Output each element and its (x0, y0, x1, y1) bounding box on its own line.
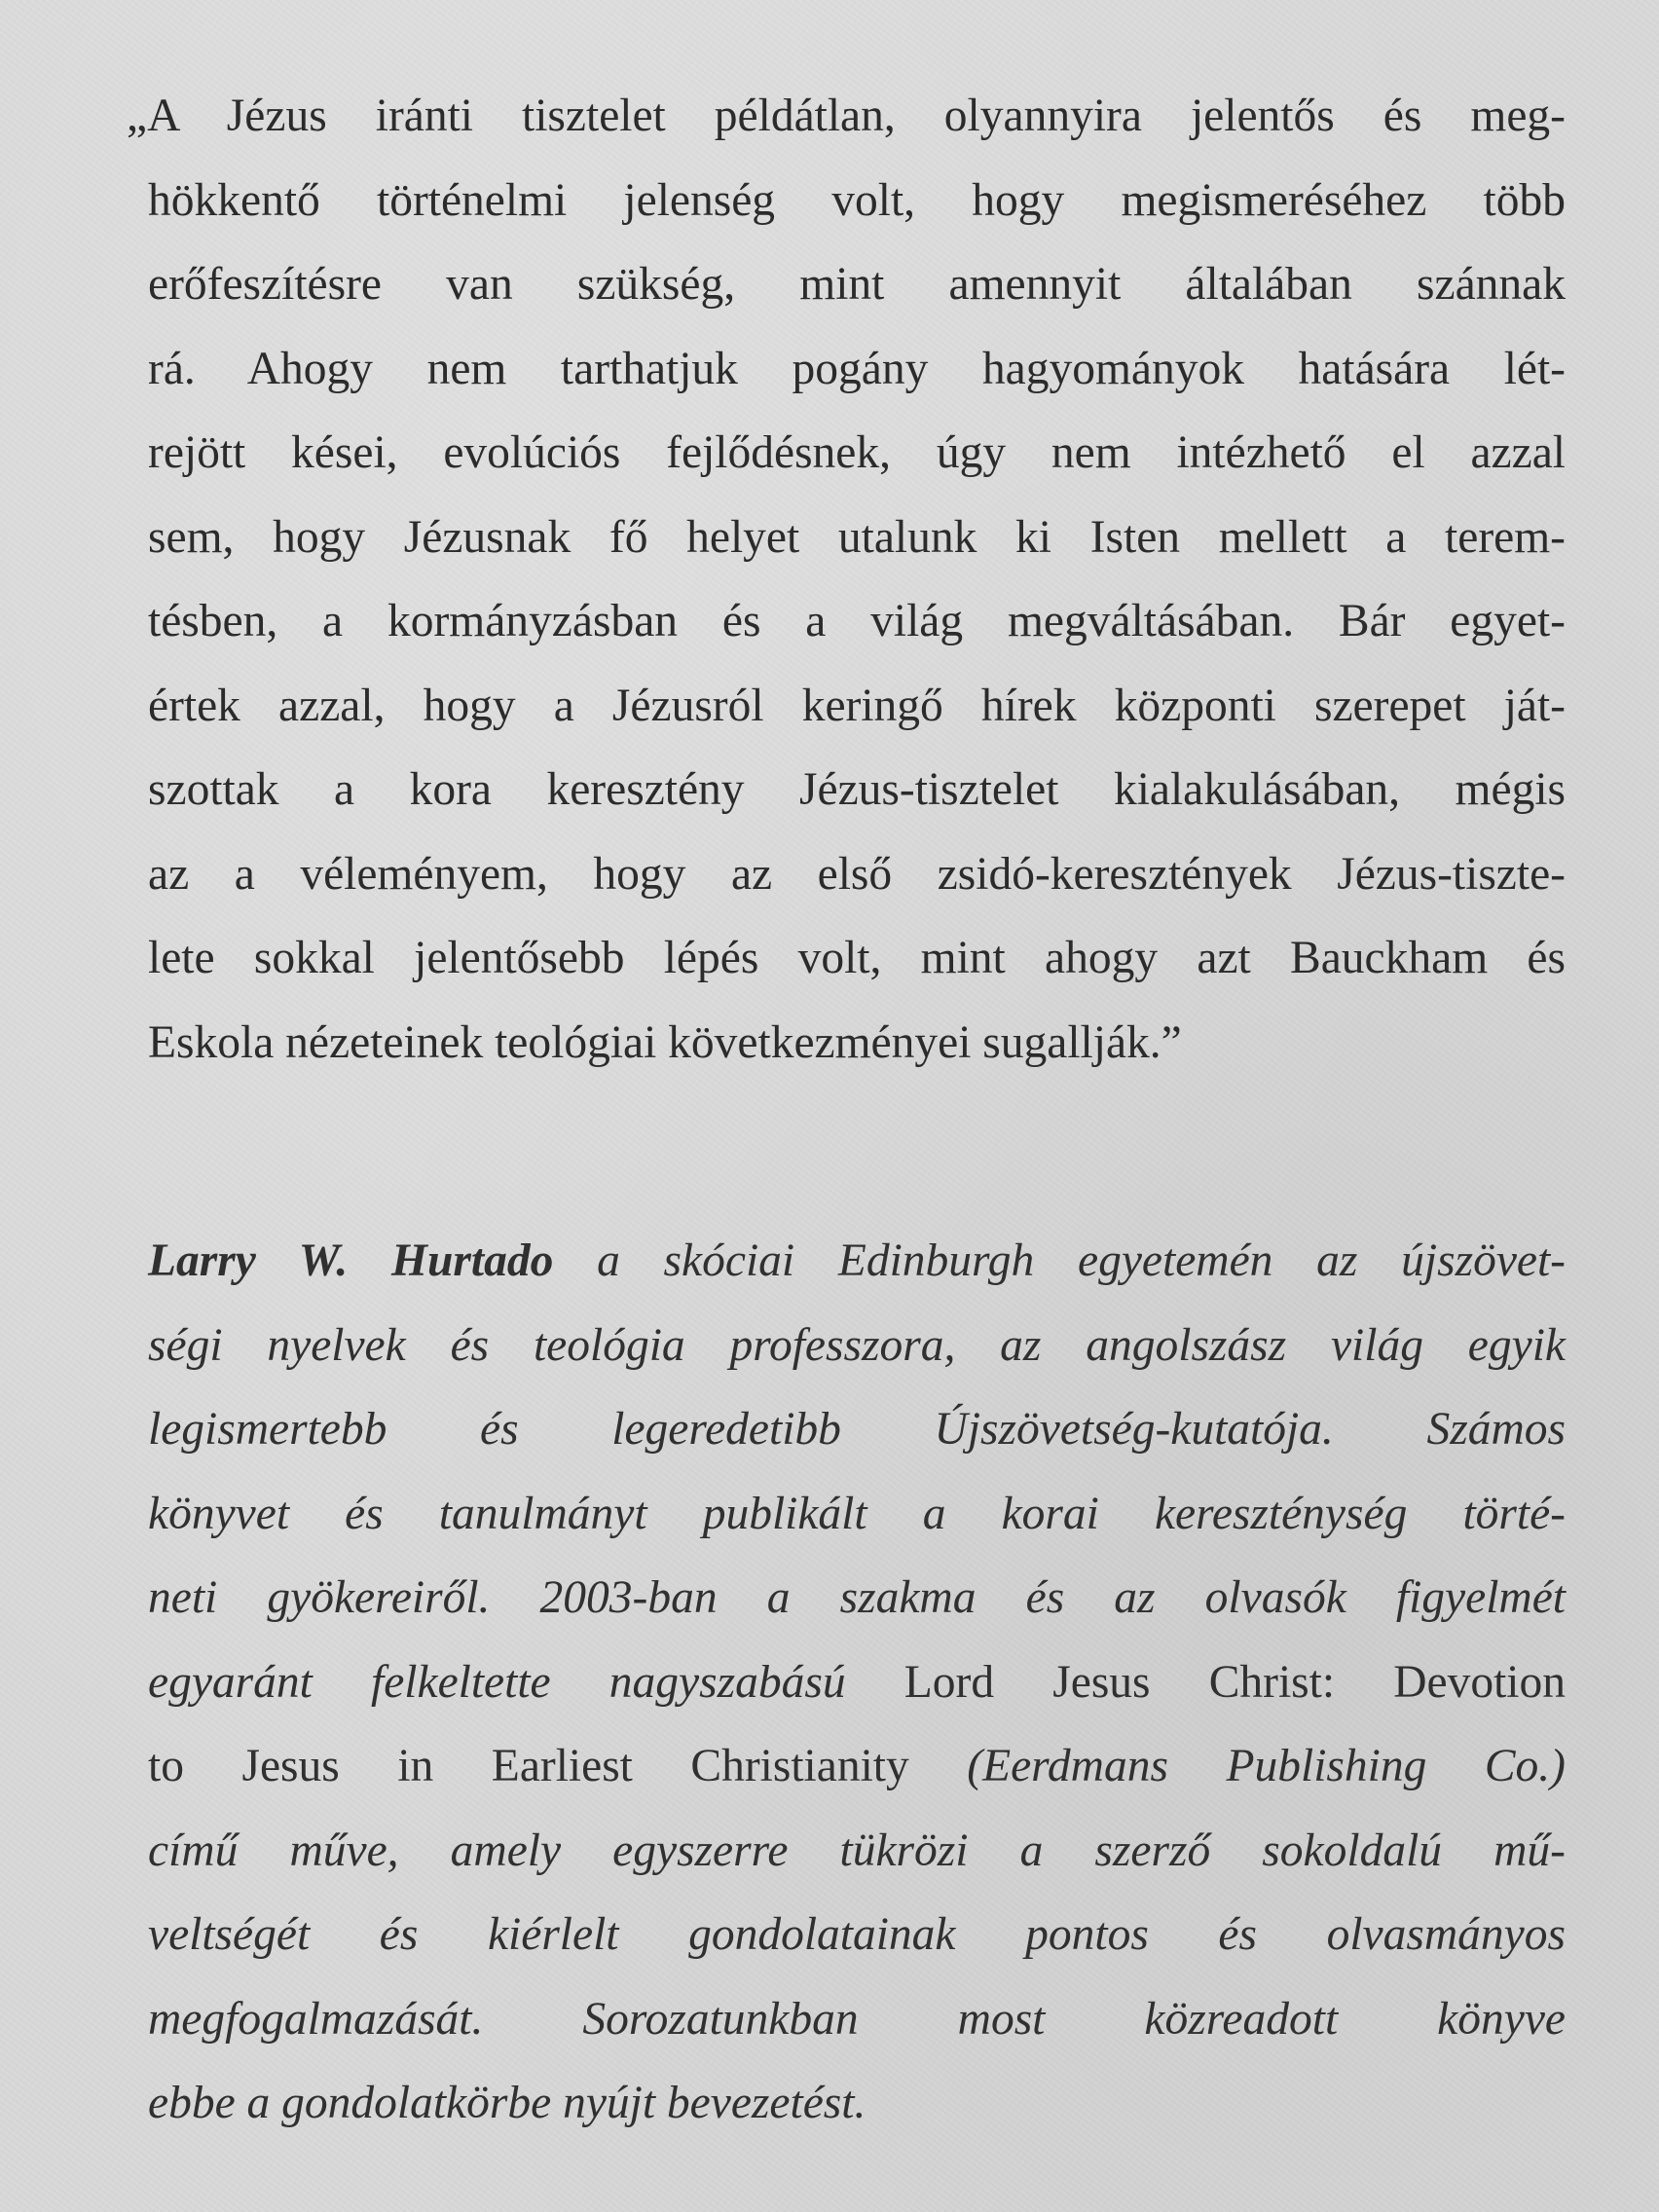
author-bio-paragraph (148, 1219, 1566, 2146)
bio-line (148, 1641, 1566, 1725)
quote-line: sem, hogy Jézusnak fő helyet utalunk ki Isten mellett a terem- (148, 511, 1566, 563)
bio-line: legismertebb és legeredetibb Újszövetség-kutatója. Számos (148, 1404, 1566, 1455)
bio-line: veltségét és kiérlelt gondolatainak pontos és olvasmányos (148, 1909, 1566, 1960)
bio-line: ségi nyelvek és teológia professzora, az angolszász világ egyik (148, 1319, 1566, 1371)
quote-line: lete sokkal jelentősebb lépés volt, mint ahogy azt Bauckham és (148, 933, 1566, 983)
bio-text: a skóciai Edinburgh egyetemén az újszövet- (553, 1235, 1566, 1286)
bio-line: neti gyökereiről. 2003-ban a szakma és az olvasók figyelmét (148, 1572, 1566, 1623)
quote-line: tésben, a kormányzásban és a világ megváltásában. Bár egyet- (148, 596, 1566, 646)
bio-text: egyaránt felkeltette nagyszabású (148, 1656, 904, 1708)
bio-line (148, 1219, 1566, 1304)
quote-line: értek azzal, hogy a Jézusról keringő hírek központi szerepet ját- (148, 680, 1566, 731)
book-title: Lord Jesus Christ: Devotion (903, 1656, 1566, 1708)
publisher: (Eerdmans Publishing Co.) (967, 1741, 1566, 1791)
quote-line: „A Jézus iránti tisztelet példátlan, olyannyira jelentős és meg- (127, 91, 1566, 141)
bio-line: megfogalmazását. Sorozatunkban most közreadott könyve (148, 1993, 1566, 2045)
quote-line: erőfeszítésre van szükség, mint amennyit általában szánnak (148, 259, 1566, 310)
quote-line: szottak a kora keresztény Jézus-tisztelet kialakulásában, mégis (148, 764, 1566, 815)
quote-line: rá. Ahogy nem tarthatjuk pogány hagyományok hatására lét- (148, 343, 1566, 394)
bio-line (148, 1724, 1566, 1809)
quote-line: hökkentő történelmi jelenség volt, hogy megismeréséhez több (148, 174, 1566, 226)
author-name: Larry W. Hurtado (148, 1235, 554, 1286)
quote-line: az a véleményem, hogy az első zsidó-keresztények Jézus-tiszte- (148, 848, 1566, 900)
book-title-continued: to Jesus in Earliest Christianity (148, 1741, 968, 1791)
quote-paragraph (127, 74, 1566, 1085)
quote-line: Eskola nézeteinek teológiai következményei sugallják.” (148, 1016, 1182, 1068)
bio-line: című műve, amely egyszerre tükrözi a szerző sokoldalú mű- (148, 1825, 1566, 1876)
bio-line: könyvet és tanulmányt publikált a korai kereszténység törté- (148, 1488, 1566, 1539)
quote-line: rejött kései, evolúciós fejlődésnek, úgy nem intézhető el azzal (148, 427, 1566, 478)
bio-line: ebbe a gondolatkörbe nyújt bevezetést. (148, 2078, 866, 2128)
